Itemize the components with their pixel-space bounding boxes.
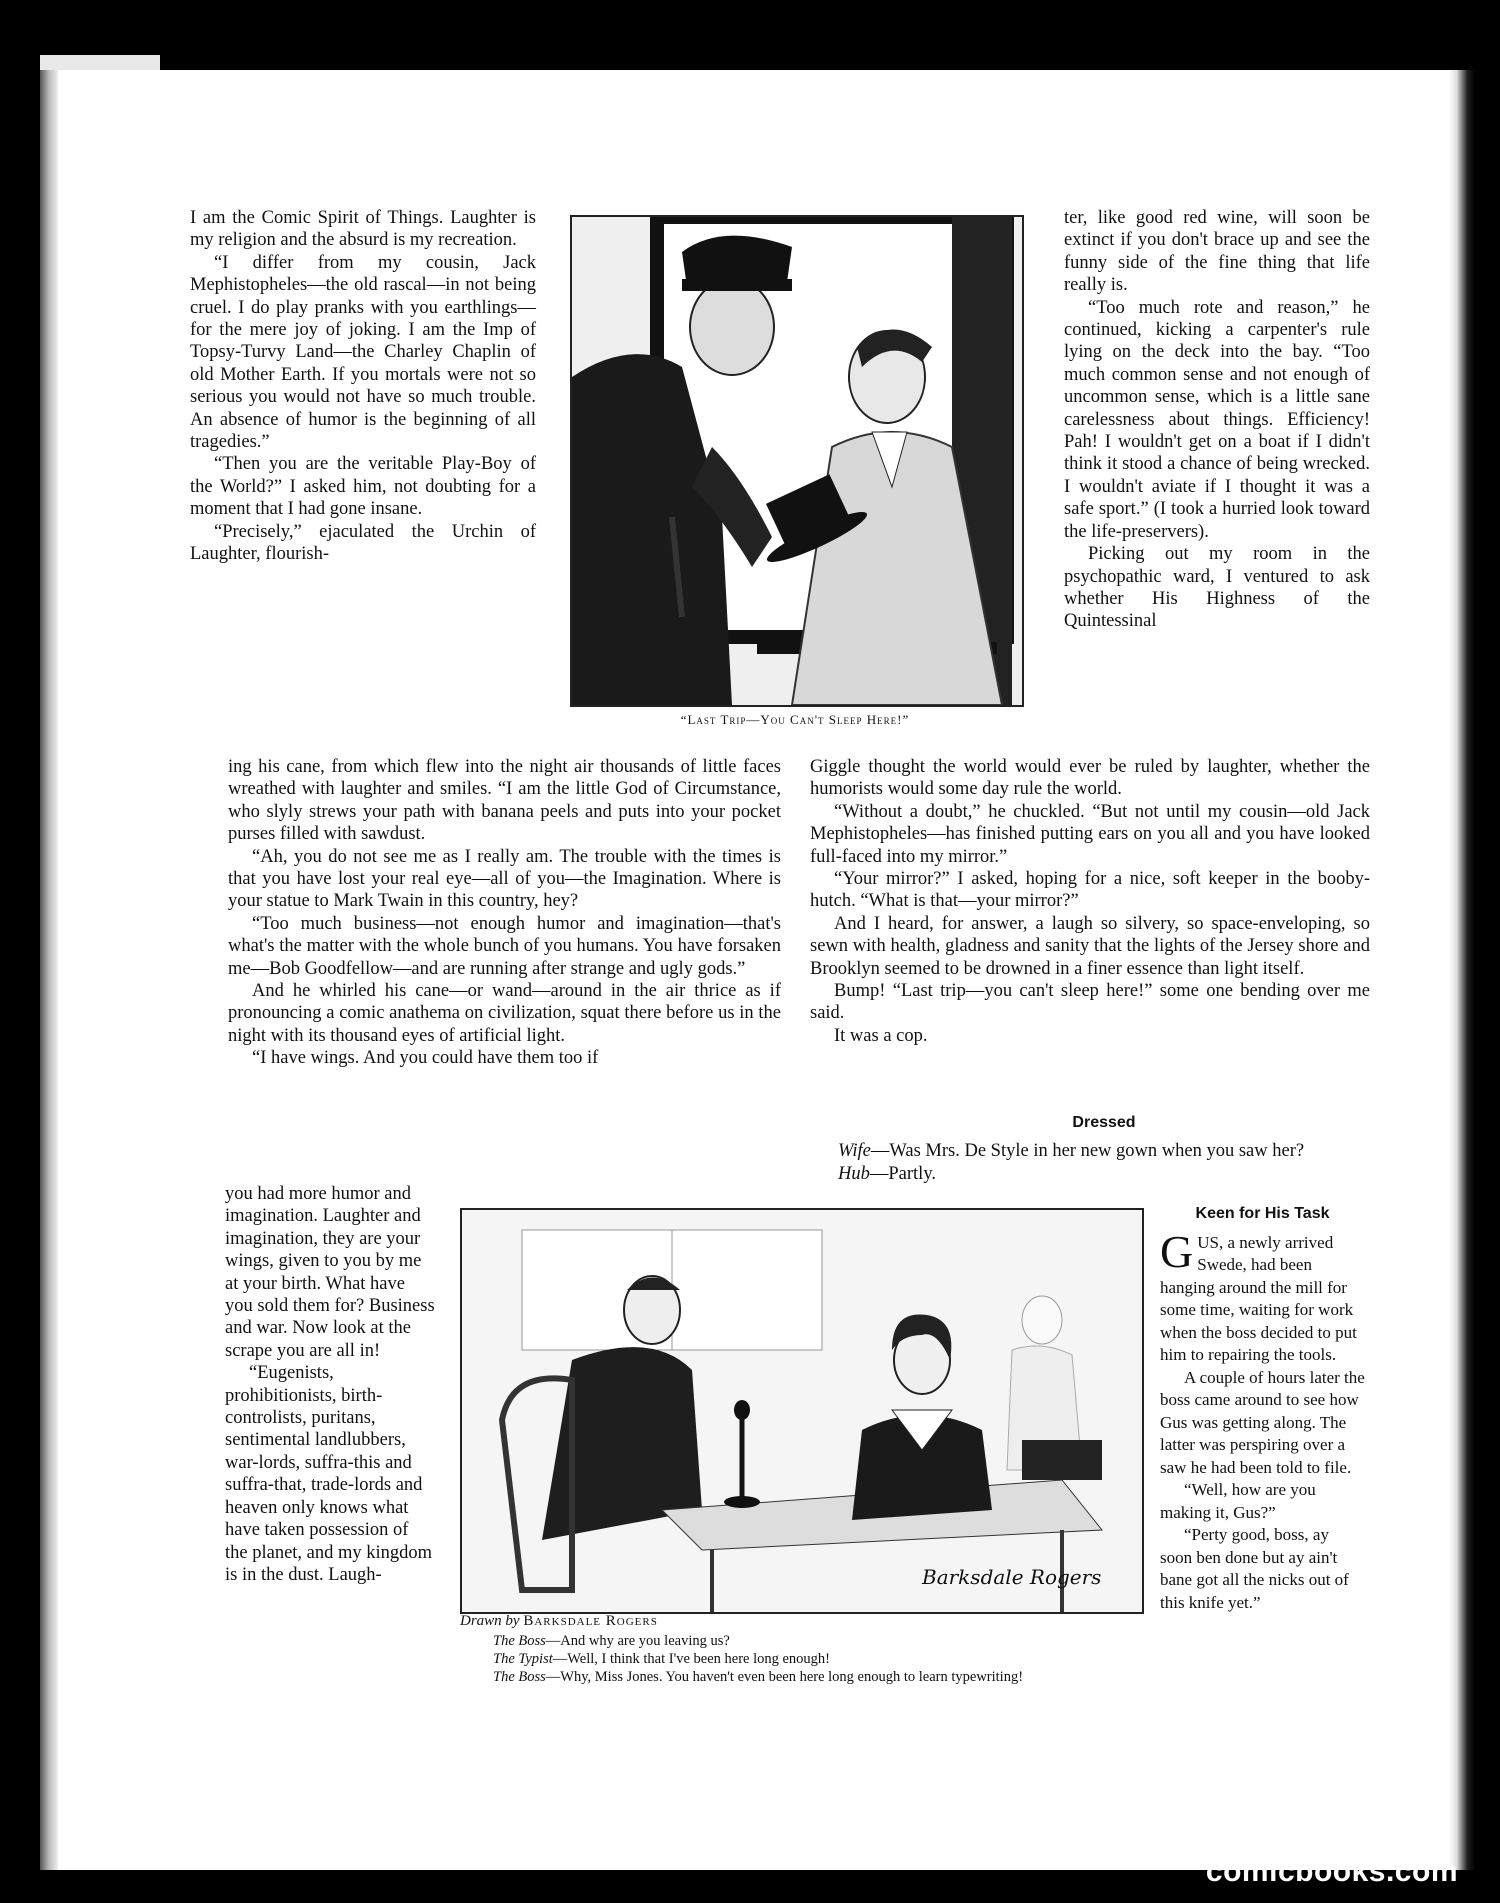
story-paragraph: “Your mirror?” I asked, hoping for a nice, soft keeper in the booby-hutch. “What is that—your mirror?” [810,869,1370,912]
keen-paragraph: A couple of hours later the boss came around to see how Gus was getting along. The latter was perspiring over a saw he had been told to file. [1160,1367,1365,1477]
credit-name: Barksdale Rogers [523,1613,658,1629]
dialogue-text: —And why are you leaving us? [545,1633,730,1649]
keen-paragraph: “Perty good, boss, ay soon ben done but ay ain't bane got all the nicks out of this knife yet.” [1160,1525,1349,1612]
dressed-line-1 [838,1140,1370,1162]
keen-heading: Keen for His Task [1195,1205,1330,1222]
story-paragraph: It was a cop. [834,1025,928,1046]
credit-prefix: Drawn by [460,1613,520,1629]
story-paragraph: “Then you are the veritable Play-Boy of the World?” I asked him, not doubting for a moment that I had gone insane. [190,454,536,520]
story-paragraph: “Precisely,” ejaculated the Urchin of Laughter, flourish- [190,521,536,565]
keen-paragraph [1160,1225,1365,1367]
cartoon-office [460,1208,1144,1614]
keen-paragraph: “Well, how are you making it, Gus?” [1160,1480,1316,1522]
dialogue-text: —Why, Miss Jones. You haven't even been here long enough to learn typewriting! [545,1669,1024,1685]
line-text: —Was Mrs. De Style in her new gown when you saw her? [870,1141,1305,1162]
facing-page-edge [1449,70,1475,1870]
line-text: —Partly. [869,1163,936,1184]
office-drawing [462,1210,1142,1612]
story-paragraph: “I have wings. And you could have them too if [252,1048,599,1069]
story-paragraph: “Without a doubt,” he chuckled. “But not until my cousin—old Jack Mephistopheles—has finished putting ears on you all and you have looked full-faced into my mirror.” [810,801,1370,867]
dialogue-line [493,1668,1118,1686]
story-paragraph: I am the Comic Spirit of Things. Laughter is my religion and the absurd is my recreation. [190,208,536,251]
speaker: The Boss [493,1669,546,1685]
story-column-2-wide [810,756,1370,1047]
story-paragraph: ing his cane, from which flew into the night air thousands of little faces wreathed with laughter and smiles. “I am the little God of Circumstance, who slyly strews your path with banana peels and puts into your pocket purses filled with sawdust. [228,757,781,845]
binding-edge [40,70,58,1870]
artist-signature: Barksdale Rogers [922,1565,1102,1589]
story-paragraph: ter, like good red wine, will soon be extinct if you don't brace up and see the funny side of the fine thing that life really is. [1064,208,1370,296]
dressed-joke [838,1112,1370,1185]
dialogue-text: —Well, I think that I've been here long enough! [552,1651,831,1667]
story-paragraph: Giggle thought the world would ever be ruled by laughter, whether the humorists would some day rule the world. [810,757,1370,800]
story-paragraph: “Too much rote and reason,” he continued, kicking a carpenter's rule lying on the deck into the bay. “Too much common sense and not enough of uncommon sense, which is a little sane carelessness about things. Efficiency! Pah! I wouldn't get on a boat if I didn't think it stood a chance of being wrecked. I wouldn't aviate if I thought it was a safe sport.” (I took a hurried look toward the life-preservers). [1064,297,1370,542]
story-paragraph: “I differ from my cousin, Jack Mephistopheles—the old rascal—in not being cruel. I do play pranks with you earthlings—for the mere joy of joking. I am the Imp of Topsy-Turvy Land—the Charley Chaplin of old Mother Earth. If you mortals were not so serious you would not have so much trouble. An absence of humor is the beginning of all tragedies.” [190,252,536,453]
speaker: Hub [838,1163,870,1184]
story-column-1-wide [228,756,781,1070]
story-paragraph: “Too much business—not enough humor and imagination—that's what's the matter with the whole bunch of you humans. You have forsaken me—Bob Goodfellow—and are running after strange and ugly gods.” [228,913,781,979]
cartoon-credit [460,1612,1140,1631]
illustration-caption: “Last Trip—You Can't Sleep Here!” [680,712,910,727]
dressed-line-2 [838,1163,1370,1185]
story-paragraph: “Ah, you do not see me as I really am. The trouble with the times is that you have lost your real eye—all of you—the Imagination. Where is your statue to Mark Twain in this country, hey? [228,846,781,912]
keen-joke [1160,1203,1365,1614]
story-paragraph: And I heard, for answer, a laugh so silvery, so space-enveloping, so sewn with health, gladness and sanity that the lights of the Jersey shore and Brooklyn seemed to be drowned in a finer essence than light itself. [810,913,1370,979]
speaker: Wife [838,1141,871,1162]
story-paragraph: “Eugenists, prohibitionists, birth-controlists, puritans, sentimental landlubbers, war-lords, suffra-this and suffra-that, trade-lords and heaven only knows what have taken possession of the planet, and my kingdom is in the dust. Laugh- [225,1363,433,1585]
cartoon-dialogue [493,1632,1118,1686]
speaker: The Boss [493,1633,546,1649]
story-paragraph: Picking out my room in the psychopathic ward, I ventured to ask whether His Highness of the Quintessinal [1064,544,1370,632]
dialogue-line [493,1650,1118,1668]
story-paragraph: And he whirled his cane—or wand—around in the air thrice as if pronouncing a comic anathema on civilization, squat there before us in the night with its thousand eyes of artificial light. [228,981,781,1046]
keen-text: US, a newly arrived Swede, had been hanging around the mill for some time, waiting for work when the boss decided to put him to repairing the tools. [1160,1232,1357,1364]
story-paragraph: Bump! “Last trip—you can't sleep here!” some one bending over me said. [810,981,1370,1024]
story-paragraph: you had more humor and imagination. Laughter and imagination, they are your wings, given to you by me at your birth. What have you sold them for? Business and war. Now look at the scrape you are all in! [225,1184,435,1361]
dressed-heading: Dressed [1072,1114,1136,1131]
drop-cap: G [1160,1225,1194,1277]
dialogue-line [493,1632,1118,1650]
story-column-1-lower [225,1183,435,1586]
story-column-3 [1064,207,1370,633]
site-watermark: comicbooks.com [1205,1855,1458,1888]
speaker: The Typist [493,1651,553,1667]
story-column-1 [190,207,536,566]
cop-drawing [572,217,1022,705]
illustration-cop [570,215,1024,707]
